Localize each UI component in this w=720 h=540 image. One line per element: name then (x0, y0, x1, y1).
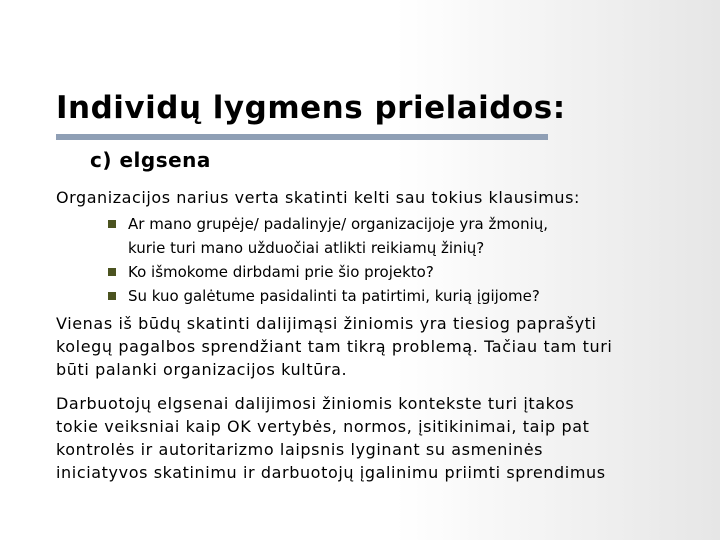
paragraph-factors (56, 392, 606, 484)
list-item (108, 212, 548, 260)
paragraph-line: tokie veiksniai kaip OK vertybės, normos, įsitikinimai, taip pat (56, 417, 590, 436)
list-item-line: Ar mano grupėje/ padalinyje/ organizacijoje yra žmonių, (128, 215, 549, 233)
square-bullet-icon (108, 268, 116, 276)
slide-title: Individų lygmens prielaidos: (56, 90, 566, 126)
list-item-line: Ko išmokome dirbdami prie šio projekto? (128, 263, 434, 281)
paragraph-line: Vienas iš būdų skatinti dalijimąsi žiniomis yra tiesiog paprašyti (56, 314, 597, 333)
paragraph-line: iniciatyvos skatinimu ir darbuotojų įgalinimu priimti sprendimus (56, 463, 606, 482)
paragraph-line: kontrolės ir autoritarizmo laipsnis lyginant su asmeninės (56, 440, 544, 459)
intro-text: Organizacijos narius verta skatinti kelti sau tokius klausimus: (56, 188, 580, 207)
list-item-line: kurie turi mano užduočiai atlikti reikiamų žinių? (128, 239, 485, 257)
title-underline (56, 134, 548, 140)
paragraph-line: kolegų pagalbos sprendžiant tam tikrą problemą. Tačiau tam turi (56, 337, 613, 356)
list-item-line: Su kuo galėtume pasidalinti ta patirtimi, kurią įgijome? (128, 287, 540, 305)
question-list (108, 212, 548, 308)
square-bullet-icon (108, 220, 116, 228)
slide-subtitle: c) elgsena (90, 148, 211, 172)
list-item (108, 260, 548, 284)
list-item (108, 284, 548, 308)
paragraph-line: būti palanki organizacijos kultūra. (56, 360, 348, 379)
square-bullet-icon (108, 292, 116, 300)
paragraph-sharing (56, 312, 612, 381)
paragraph-line: Darbuotojų elgsenai dalijimosi žiniomis kontekste turi įtakos (56, 394, 575, 413)
